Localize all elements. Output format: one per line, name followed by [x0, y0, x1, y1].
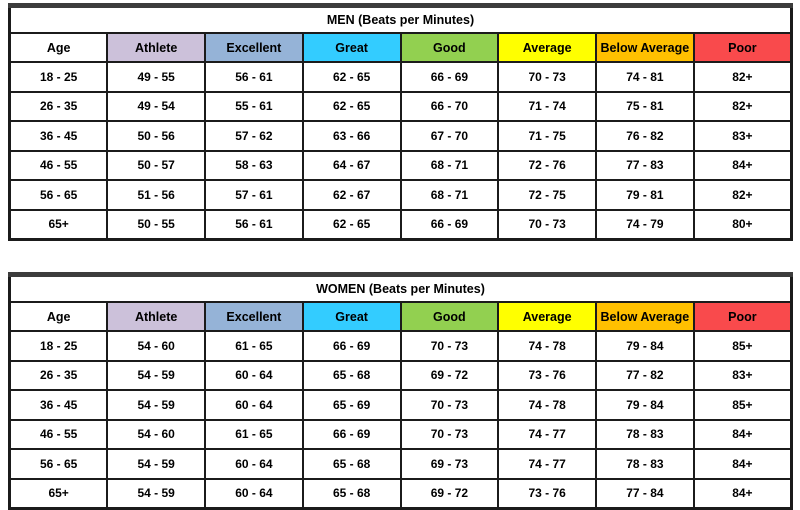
column-header-age: Age — [10, 33, 108, 62]
value-cell: 67 - 70 — [401, 121, 499, 151]
value-cell: 65 - 69 — [303, 390, 401, 420]
value-cell: 68 - 71 — [401, 151, 499, 181]
value-cell: 74 - 79 — [596, 210, 694, 240]
value-cell: 62 - 65 — [303, 210, 401, 240]
value-cell: 74 - 81 — [596, 62, 694, 92]
column-header-good: Good — [401, 302, 499, 331]
column-header-poor: Poor — [694, 33, 792, 62]
value-cell: 69 - 73 — [401, 449, 499, 479]
value-cell: 82+ — [694, 180, 792, 210]
value-cell: 84+ — [694, 449, 792, 479]
age-cell: 46 - 55 — [10, 420, 108, 450]
table-row — [10, 121, 792, 151]
value-cell: 70 - 73 — [498, 210, 596, 240]
value-cell: 60 - 64 — [205, 361, 303, 391]
column-header-excellent: Excellent — [205, 33, 303, 62]
column-header-average: Average — [498, 302, 596, 331]
value-cell: 54 - 59 — [107, 449, 205, 479]
value-cell: 50 - 56 — [107, 121, 205, 151]
value-cell: 83+ — [694, 121, 792, 151]
value-cell: 74 - 78 — [498, 390, 596, 420]
value-cell: 66 - 69 — [303, 420, 401, 450]
value-cell: 85+ — [694, 331, 792, 361]
value-cell: 77 - 82 — [596, 361, 694, 391]
value-cell: 73 - 76 — [498, 479, 596, 509]
age-cell: 18 - 25 — [10, 331, 108, 361]
value-cell: 70 - 73 — [498, 62, 596, 92]
value-cell: 70 - 73 — [401, 331, 499, 361]
age-cell: 36 - 45 — [10, 390, 108, 420]
value-cell: 57 - 62 — [205, 121, 303, 151]
value-cell: 84+ — [694, 151, 792, 181]
value-cell: 78 - 83 — [596, 449, 694, 479]
value-cell: 79 - 84 — [596, 390, 694, 420]
table-row — [10, 361, 792, 391]
table-row — [10, 479, 792, 509]
value-cell: 78 - 83 — [596, 420, 694, 450]
value-cell: 79 - 84 — [596, 331, 694, 361]
value-cell: 66 - 69 — [401, 62, 499, 92]
value-cell: 72 - 76 — [498, 151, 596, 181]
column-header-athlete: Athlete — [107, 33, 205, 62]
value-cell: 49 - 55 — [107, 62, 205, 92]
column-header-average: Average — [498, 33, 596, 62]
value-cell: 75 - 81 — [596, 92, 694, 122]
value-cell: 61 - 65 — [205, 331, 303, 361]
value-cell: 82+ — [694, 92, 792, 122]
column-header-excellent: Excellent — [205, 302, 303, 331]
column-header-below-average: Below Average — [596, 33, 694, 62]
column-header-great: Great — [303, 33, 401, 62]
value-cell: 77 - 83 — [596, 151, 694, 181]
column-header-poor: Poor — [694, 302, 792, 331]
table-row — [10, 92, 792, 122]
value-cell: 68 - 71 — [401, 180, 499, 210]
table-row — [10, 210, 792, 240]
value-cell: 71 - 74 — [498, 92, 596, 122]
column-header-good: Good — [401, 33, 499, 62]
value-cell: 58 - 63 — [205, 151, 303, 181]
value-cell: 66 - 70 — [401, 92, 499, 122]
age-cell: 36 - 45 — [10, 121, 108, 151]
table-title-row — [10, 275, 792, 303]
value-cell: 82+ — [694, 62, 792, 92]
value-cell: 56 - 61 — [205, 210, 303, 240]
value-cell: 74 - 77 — [498, 449, 596, 479]
value-cell: 74 - 77 — [498, 420, 596, 450]
tables-container — [8, 3, 793, 510]
value-cell: 64 - 67 — [303, 151, 401, 181]
value-cell: 84+ — [694, 479, 792, 509]
value-cell: 76 - 82 — [596, 121, 694, 151]
value-cell: 62 - 67 — [303, 180, 401, 210]
column-header-below-average: Below Average — [596, 302, 694, 331]
age-cell: 18 - 25 — [10, 62, 108, 92]
age-cell: 65+ — [10, 479, 108, 509]
value-cell: 63 - 66 — [303, 121, 401, 151]
age-cell: 26 - 35 — [10, 361, 108, 391]
men-table — [8, 3, 793, 241]
table-row — [10, 151, 792, 181]
value-cell: 49 - 54 — [107, 92, 205, 122]
table-row — [10, 331, 792, 361]
age-cell: 56 - 65 — [10, 449, 108, 479]
table-row — [10, 449, 792, 479]
value-cell: 83+ — [694, 361, 792, 391]
value-cell: 66 - 69 — [401, 210, 499, 240]
value-cell: 72 - 75 — [498, 180, 596, 210]
table-row — [10, 420, 792, 450]
value-cell: 65 - 68 — [303, 479, 401, 509]
column-header-great: Great — [303, 302, 401, 331]
value-cell: 70 - 73 — [401, 420, 499, 450]
value-cell: 77 - 84 — [596, 479, 694, 509]
value-cell: 56 - 61 — [205, 62, 303, 92]
value-cell: 65 - 68 — [303, 361, 401, 391]
header-row — [10, 302, 792, 331]
value-cell: 66 - 69 — [303, 331, 401, 361]
women-table — [8, 272, 793, 510]
value-cell: 80+ — [694, 210, 792, 240]
table-row — [10, 390, 792, 420]
value-cell: 57 - 61 — [205, 180, 303, 210]
value-cell: 62 - 65 — [303, 92, 401, 122]
value-cell: 69 - 72 — [401, 479, 499, 509]
age-cell: 26 - 35 — [10, 92, 108, 122]
value-cell: 54 - 59 — [107, 390, 205, 420]
value-cell: 73 - 76 — [498, 361, 596, 391]
value-cell: 60 - 64 — [205, 390, 303, 420]
value-cell: 54 - 59 — [107, 361, 205, 391]
men-table-title: MEN (Beats per Minutes) — [10, 6, 792, 34]
value-cell: 70 - 73 — [401, 390, 499, 420]
table-row — [10, 180, 792, 210]
value-cell: 54 - 59 — [107, 479, 205, 509]
value-cell: 60 - 64 — [205, 449, 303, 479]
value-cell: 54 - 60 — [107, 420, 205, 450]
value-cell: 65 - 68 — [303, 449, 401, 479]
age-cell: 56 - 65 — [10, 180, 108, 210]
value-cell: 55 - 61 — [205, 92, 303, 122]
age-cell: 65+ — [10, 210, 108, 240]
header-row — [10, 33, 792, 62]
value-cell: 79 - 81 — [596, 180, 694, 210]
table-title-row — [10, 6, 792, 34]
value-cell: 54 - 60 — [107, 331, 205, 361]
column-header-age: Age — [10, 302, 108, 331]
value-cell: 74 - 78 — [498, 331, 596, 361]
value-cell: 85+ — [694, 390, 792, 420]
value-cell: 50 - 55 — [107, 210, 205, 240]
women-table-title: WOMEN (Beats per Minutes) — [10, 275, 792, 303]
value-cell: 50 - 57 — [107, 151, 205, 181]
age-cell: 46 - 55 — [10, 151, 108, 181]
column-header-athlete: Athlete — [107, 302, 205, 331]
value-cell: 60 - 64 — [205, 479, 303, 509]
value-cell: 69 - 72 — [401, 361, 499, 391]
value-cell: 61 - 65 — [205, 420, 303, 450]
value-cell: 51 - 56 — [107, 180, 205, 210]
value-cell: 62 - 65 — [303, 62, 401, 92]
value-cell: 71 - 75 — [498, 121, 596, 151]
table-row — [10, 62, 792, 92]
value-cell: 84+ — [694, 420, 792, 450]
